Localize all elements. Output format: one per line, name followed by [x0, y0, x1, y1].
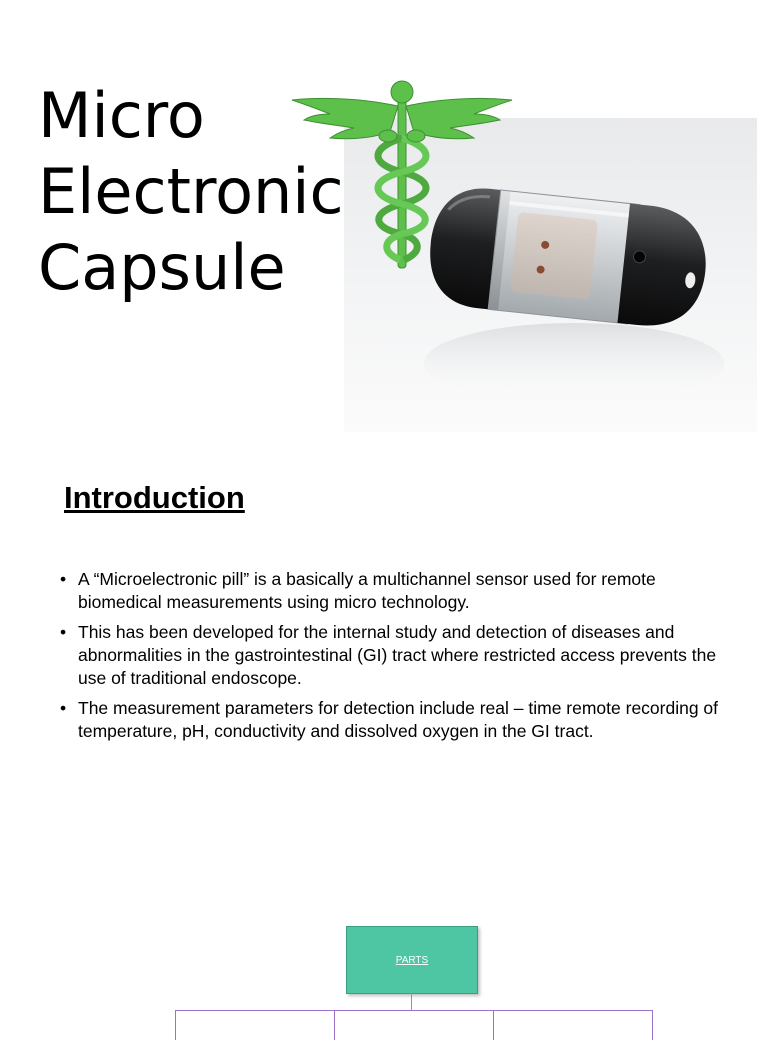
org-chart-root-label[interactable]: PARTS	[395, 954, 429, 966]
org-chart-connector	[411, 993, 412, 1010]
title-line-1: Micro	[38, 79, 205, 152]
org-chart-child	[176, 1011, 335, 1040]
org-chart-root[interactable]	[346, 926, 478, 994]
introduction-bullets	[60, 568, 720, 750]
bullet-item: • This has been developed for the internal study and detection of diseases and abnormalities in the gastrointestinal (GI) tract where restricted access prevents the use of traditional endoscope.	[60, 621, 720, 690]
introduction-heading: Introduction	[64, 480, 245, 515]
caduceus-icon	[290, 78, 514, 278]
org-chart-children	[175, 1010, 653, 1040]
bullet-item: • A “Microelectronic pill” is a basically a multichannel sensor used for remote biomedical measurements using micro technology.	[60, 568, 720, 614]
bullet-item: • The measurement parameters for detection include real – time remote recording of temperature, pH, conductivity and dissolved oxygen in the GI tract.	[60, 697, 720, 743]
title-line-3: Capsule	[38, 231, 286, 304]
org-chart-child	[494, 1011, 652, 1040]
title-line-2: Electronic	[38, 155, 344, 228]
org-chart-child	[335, 1011, 494, 1040]
